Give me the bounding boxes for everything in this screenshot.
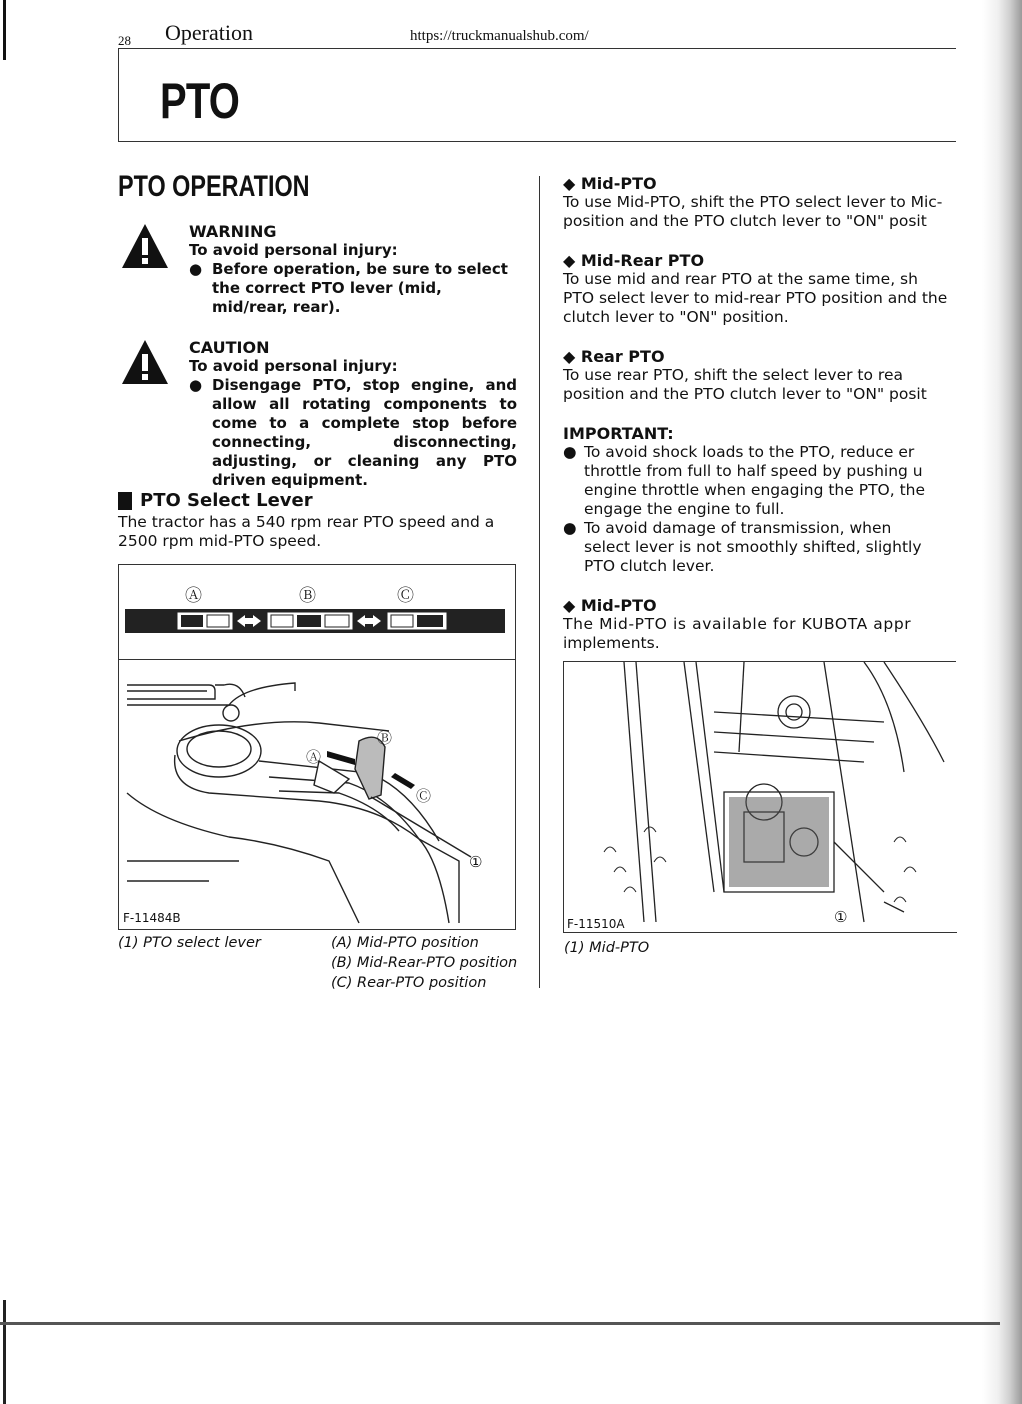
mid-rear-pto-line1: To use mid and rear PTO at the same time, sh bbox=[563, 270, 918, 288]
rear-pto-line1: To use rear PTO, shift the select lever to rea bbox=[563, 366, 903, 384]
important-heading: IMPORTANT: bbox=[563, 424, 674, 443]
select-lever-heading: PTO Select Lever bbox=[140, 490, 313, 511]
label-b: Ⓑ bbox=[299, 586, 316, 606]
bullet-dot: ● bbox=[189, 376, 203, 394]
rear-pto-section bbox=[563, 347, 963, 404]
title-box-bottom bbox=[118, 141, 956, 142]
drawing-label-a: Ⓐ bbox=[306, 748, 322, 766]
important-bullet-2 bbox=[563, 519, 963, 576]
scan-right-edge bbox=[982, 0, 1022, 1404]
lever-drawing bbox=[119, 661, 515, 927]
scan-mark bbox=[3, 0, 6, 60]
figure2-code: F-11510A bbox=[567, 917, 625, 931]
caution-bullet-item bbox=[189, 376, 517, 490]
rear-pto-heading: ◆ Rear PTO bbox=[563, 347, 665, 366]
important-bullet-1 bbox=[563, 443, 963, 519]
bullet-dot: ● bbox=[563, 519, 577, 537]
important-b1-l4: engage the engine to full. bbox=[584, 500, 785, 518]
mid-rear-pto-section bbox=[563, 251, 963, 327]
select-lever-section bbox=[118, 490, 518, 551]
caution-lead: To avoid personal injury: bbox=[189, 357, 398, 375]
mid-rear-pto-heading: ◆ Mid-Rear PTO bbox=[563, 251, 705, 270]
page-title: PTO bbox=[160, 73, 240, 129]
mid-pto-section bbox=[563, 174, 963, 231]
callout-1: ① bbox=[469, 853, 483, 871]
mid-rear-pto-line2: PTO select lever to mid-rear PTO position and the bbox=[563, 289, 948, 307]
caption-b: (B) Mid-Rear-PTO position bbox=[331, 955, 518, 971]
mid-pto-2-section bbox=[563, 596, 963, 653]
header-section: Operation bbox=[165, 20, 253, 45]
drawing-label-b: Ⓑ bbox=[377, 729, 393, 747]
important-b1-l1: To avoid shock loads to the PTO, reduce er bbox=[584, 443, 915, 461]
caption-mid-pto: (1) Mid-PTO bbox=[564, 940, 650, 956]
warning-label: WARNING bbox=[189, 222, 277, 241]
caution-block bbox=[189, 338, 517, 490]
mid-rear-pto-line3: clutch lever to "ON" position. bbox=[563, 308, 789, 326]
label-a: Ⓐ bbox=[185, 586, 202, 606]
mid-pto-2-heading: ◆ Mid-PTO bbox=[563, 596, 657, 615]
figure2-callout-1: ① bbox=[834, 908, 848, 926]
mid-pto-line1: To use Mid-PTO, shift the PTO select lever to Mic- bbox=[563, 193, 943, 211]
warning-bullet-item bbox=[189, 260, 519, 317]
scan-mark bbox=[3, 1300, 6, 1404]
important-b2-l2: select lever is not smoothly shifted, slightly bbox=[584, 538, 922, 556]
mid-pto-figure bbox=[563, 662, 957, 933]
title-box-left bbox=[118, 48, 119, 142]
header-rule bbox=[118, 48, 956, 49]
caution-bullet: Disengage PTO, stop engine, and allow all rotating components to come to a complete stop before connecting, disconnecting, adjusting, or cleaning any PTO driven equipment. bbox=[212, 376, 517, 489]
section-marker bbox=[118, 492, 132, 510]
page-number: 28 bbox=[118, 33, 131, 48]
bullet-dot: ● bbox=[189, 260, 203, 278]
caution-icon bbox=[120, 338, 170, 386]
scan-left-edge bbox=[0, 0, 10, 1404]
caption-c: (C) Rear-PTO position bbox=[331, 975, 487, 991]
header-url[interactable]: https://truckmanualshub.com/ bbox=[410, 28, 589, 44]
important-b1-l2: throttle from full to half speed by pushing u bbox=[584, 462, 923, 480]
label-c: Ⓒ bbox=[397, 586, 414, 606]
mid-pto-line2: position and the PTO clutch lever to "ON" posit bbox=[563, 212, 927, 230]
important-b1-l3: engine throttle when engaging the PTO, the bbox=[584, 481, 926, 499]
caution-label: CAUTION bbox=[189, 338, 270, 357]
caption-pto-select-lever: (1) PTO select lever bbox=[118, 935, 261, 951]
drawing-label-c: Ⓒ bbox=[416, 787, 432, 805]
warning-lead: To avoid personal injury: bbox=[189, 241, 398, 259]
caption-a: (A) Mid-PTO position bbox=[331, 935, 479, 951]
warning-icon bbox=[120, 222, 170, 270]
figure-divider bbox=[119, 659, 515, 660]
figure-code: F-11484B bbox=[123, 911, 181, 925]
mid-pto-heading: ◆ Mid-PTO bbox=[563, 174, 657, 193]
warning-block bbox=[189, 222, 519, 317]
important-b2-l3: PTO clutch lever. bbox=[584, 557, 715, 575]
column-divider bbox=[539, 176, 540, 988]
important-b2-l1: To avoid damage of transmission, when bbox=[584, 519, 892, 537]
select-lever-text: The tractor has a 540 rpm rear PTO speed and a 2500 rpm mid-PTO speed. bbox=[118, 513, 495, 550]
lever-figure bbox=[118, 564, 516, 930]
scan-bottom-edge bbox=[0, 1322, 1000, 1325]
mid-pto-2-line1: The Mid-PTO is available for KUBOTA appr bbox=[563, 615, 912, 633]
lever-position-strip bbox=[125, 609, 505, 633]
bullet-dot: ● bbox=[563, 443, 577, 461]
section-title: PTO OPERATION bbox=[118, 170, 310, 203]
warning-bullet: Before operation, be sure to select the correct PTO lever (mid, mid/rear, rear). bbox=[212, 260, 508, 316]
important-section bbox=[563, 424, 963, 576]
mid-pto-drawing bbox=[564, 662, 957, 932]
mid-pto-2-line2: implements. bbox=[563, 634, 660, 652]
rear-pto-line2: position and the PTO clutch lever to "ON" posit bbox=[563, 385, 927, 403]
